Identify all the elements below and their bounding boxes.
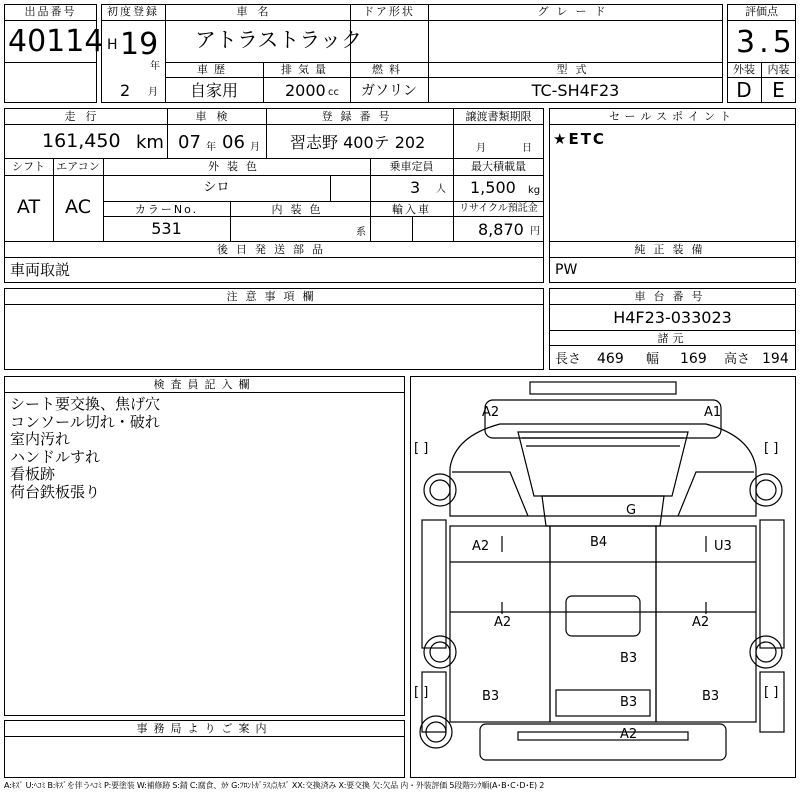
inspect-label: 車検	[195, 110, 238, 123]
inspector-line: 荷台鉄板張り	[10, 482, 101, 501]
color-label: 外装色	[208, 160, 265, 173]
shift-label: シフト	[12, 160, 45, 173]
load-unit: kg	[528, 185, 541, 196]
bracket-mark: [ ]	[764, 441, 779, 456]
damage-mark: A2	[472, 539, 490, 554]
office-label: 事務局よりご案内	[136, 722, 273, 735]
equip-label: 純正装備	[634, 243, 711, 256]
later-label: 後日発送部品	[217, 243, 331, 256]
inspector-line: シート要交換、焦げ穴	[10, 395, 161, 413]
len-value: 469	[597, 351, 624, 367]
ac-label: エアコン	[56, 160, 100, 173]
transfer-month: 月	[476, 143, 486, 154]
inspect-year: 07	[178, 132, 201, 153]
hgt-label: 高さ	[724, 352, 751, 367]
shift-value: AT	[16, 196, 41, 218]
model-label: 型式	[556, 63, 595, 76]
month-unit: 月	[148, 87, 158, 98]
ext-grade: D	[736, 78, 752, 102]
damage-mark: G	[626, 503, 637, 518]
hgt-value: 194	[762, 351, 789, 367]
fuel-value: ガソリン	[361, 83, 417, 99]
regno-value: 習志野 400テ 202	[290, 133, 426, 152]
damage-mark: B3	[702, 689, 720, 704]
history-label: 車歴	[197, 63, 231, 76]
reg-year: 19	[120, 27, 159, 62]
dims-label: 諸元	[657, 332, 688, 345]
inspect-month: 06	[222, 132, 245, 153]
colorno-label: カラーNo.	[134, 203, 199, 216]
inspect-year-unit: 年	[206, 142, 216, 153]
mileage-value: 161,450	[42, 130, 121, 152]
load-value: 1,500	[470, 178, 516, 197]
intcolor-label: 内装色	[271, 203, 329, 216]
wid-value: 169	[680, 351, 707, 367]
damage-mark: B4	[590, 535, 608, 550]
seats-value: 3	[410, 178, 421, 197]
disp-unit: cc	[328, 87, 339, 98]
import-label: 輸入車	[392, 203, 431, 216]
inspector-label: 検査員記入欄	[153, 378, 256, 391]
damage-mark: A2	[620, 727, 638, 742]
damage-mark: A2	[692, 615, 710, 630]
history-value: 自家用	[189, 81, 238, 100]
load-label: 最大積載量	[471, 160, 526, 173]
sales-label: セールスポイント	[608, 110, 736, 123]
bracket-mark: [ ]	[764, 685, 779, 700]
chassis-no: H4F23-033023	[613, 308, 732, 327]
colorno-value: 531	[151, 219, 182, 238]
score-value: 3.5	[736, 25, 796, 60]
transfer-day: 日	[522, 143, 532, 154]
inspector-line: ハンドルすれ	[10, 447, 101, 466]
wid-label: 幅	[646, 352, 660, 367]
lot-label: 出品番号	[24, 5, 77, 18]
damage-mark: A2	[494, 615, 512, 630]
inspector-line: 看板跡	[10, 465, 56, 483]
transfer-label: 譲渡書類期限	[465, 110, 532, 123]
damage-mark: B3	[620, 695, 638, 710]
fuel-label: 燃料	[372, 63, 406, 76]
chassis-label: 車台番号	[634, 290, 711, 303]
damage-mark: B3	[620, 651, 638, 666]
damage-mark: A1	[704, 405, 722, 420]
model-value: TC-SH4F23	[531, 81, 620, 100]
era: H	[107, 37, 118, 53]
color-value: シロ	[203, 180, 230, 195]
len-label: 長さ	[555, 352, 582, 367]
score-label: 評価点	[745, 5, 778, 18]
recycle-value: 8,870	[478, 220, 524, 239]
recycle-unit: 円	[530, 226, 540, 237]
seats-label: 乗車定員	[389, 160, 434, 173]
equip-text: PW	[555, 262, 578, 278]
legend-text: A:ｷｽﾞ U:ﾍｺﾐ B:ｷｽﾞを伴うﾍｺﾐ P:要塗装 W:補修跡 S:錆 C:腐食、ｶｹ G:ﾌﾛﾝﾄｶﾞﾗｽ点ｷｽﾞ XX:交換済み X:要交換 欠:欠品 内・外装評価 5段階ﾗﾝｸ順(A･B･C･D･E) 2	[4, 781, 545, 790]
inspector-notes	[10, 396, 160, 501]
inspect-month-unit: 月	[250, 142, 260, 153]
bracket-mark: [ ]	[414, 441, 429, 456]
year-unit: 年	[150, 61, 160, 72]
disp-value: 2000	[285, 81, 326, 100]
mileage-label: 走行	[64, 110, 107, 123]
int-grade: E	[772, 78, 785, 102]
bracket-mark: [ ]	[414, 685, 429, 700]
inspector-line: コンソール切れ・破れ	[10, 412, 160, 431]
int-label: 内装	[767, 63, 790, 76]
ext-label: 外装	[733, 63, 755, 76]
vehicle-diagram	[410, 376, 796, 778]
name-label: 車名	[236, 5, 279, 18]
first-reg-label: 初度登録	[107, 5, 159, 18]
door-label: ドア形状	[363, 5, 415, 18]
damage-mark: U3	[714, 539, 732, 554]
grade-label: グレード	[537, 5, 614, 18]
recycle-label: リサイクル預託金	[459, 203, 538, 214]
damage-mark: B3	[482, 689, 500, 704]
regno-label: 登録番号	[321, 110, 398, 123]
inspector-line: 室内汚れ	[10, 430, 71, 448]
damage-mark: A2	[482, 405, 500, 420]
disp-label: 排気量	[281, 63, 332, 76]
reg-month: 2	[120, 81, 131, 100]
mileage-unit: km	[136, 132, 164, 153]
seats-unit: 人	[436, 184, 446, 195]
intcolor-unit: 系	[356, 227, 366, 238]
notes-label: 注意事項欄	[226, 290, 322, 303]
ac-value: AC	[65, 196, 91, 218]
sales-text: ★ETC	[553, 130, 606, 148]
lot-number: 40114	[8, 24, 104, 59]
later-value: 車両取説	[10, 261, 71, 279]
car-name: アトラストラック	[195, 28, 362, 52]
